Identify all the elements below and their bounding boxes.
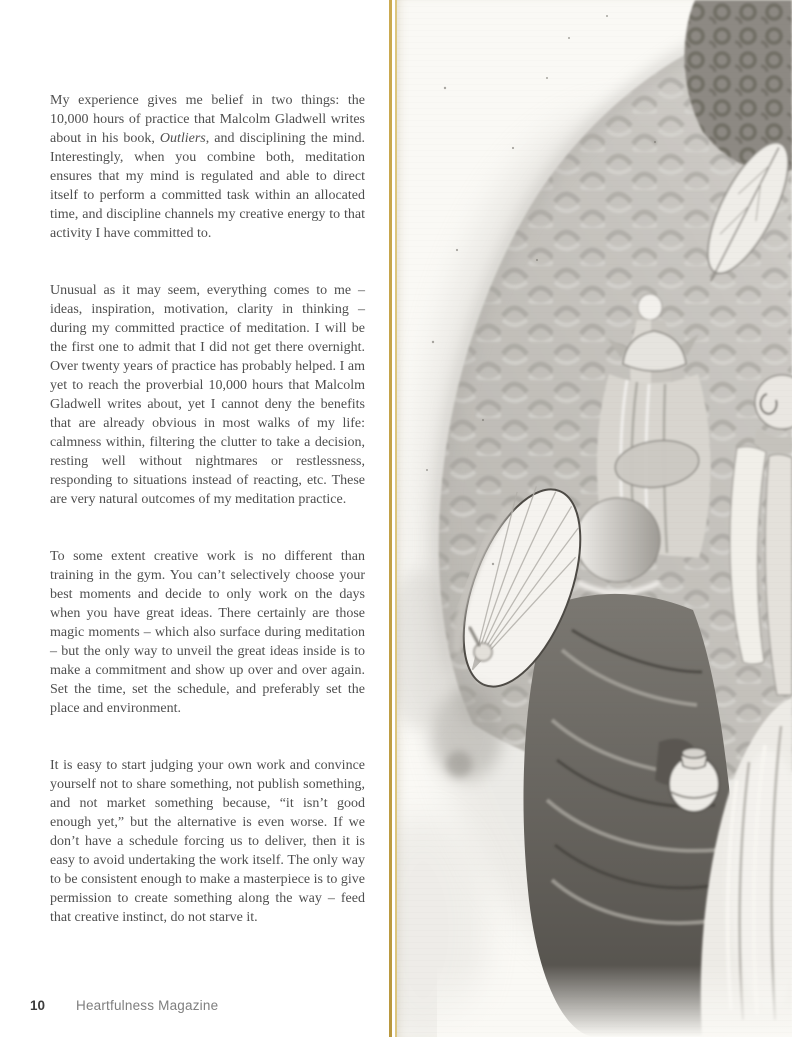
paragraph-3: To some extent creative work is no different than training in the gym. You can’t selectively choose your best moments and decide to only work on the days when you have great ideas. There certainly are those magic moments – which also surface during meditation – but the only way to unveil the great ideas inside is to make a commitment and show up over and over again. Set the time, set the schedule, and preferably set the place and environment.	[50, 549, 365, 716]
paragraph-1-start: My experience gives me belief in two things: the 10,000 hours of practice that Malcolm Gladwell writes about in his book,	[50, 93, 365, 146]
bottom-fade	[437, 965, 792, 1037]
fan-holding-hand	[474, 643, 492, 661]
paragraph-1	[50, 91, 365, 243]
meditation-sketch-illustration	[397, 0, 792, 1037]
article-text-column	[50, 91, 365, 965]
paragraph-1-end: , and disciplining the mind. Interestingly, when you combine both, meditation ensures that my mind is regulated and able to direct itself to perform a committed task within an allocated time, and discipline channels my creative energy to that activity I have committed to.	[50, 131, 365, 241]
spine-gold-line-thick	[389, 0, 392, 1037]
paragraph-4: It is easy to start judging your own work and convince yourself not to share something, not publish something, and not market something because, “it isn’t good enough yet,” but the alternative is even worse. If we don’t have a schedule forcing us to deliver, then it is easy to avoid undertaking the work itself. The only way to be consistent enough to make a masterpiece is to give permission to create something along the way – feed that creative instinct, do not starve it.	[50, 758, 365, 925]
right-page	[397, 0, 792, 1037]
paragraph-2: Unusual as it may seem, everything comes to me – ideas, inspiration, motivation, clarity in thinking – during my committed practice of meditation. I will be the first one to admit that I did not get there overnight. Over twenty years of practice has probably helped. I am yet to reach the proverbial 10,000 hours that Malcolm Gladwell writes about, yet I cannot deny the benefits that are already obvious in most walks of my life: calmness within, filtering the clutter to take a decision, resting well without nightmares or restlessness, responding to situations instead of reacting, etc. These are very natural outcomes of my meditation practice.	[50, 283, 365, 507]
magazine-name: Heartfulness Magazine	[76, 998, 219, 1013]
book-title-outliers: Outliers	[159, 131, 206, 146]
page-number: 10	[30, 998, 46, 1013]
